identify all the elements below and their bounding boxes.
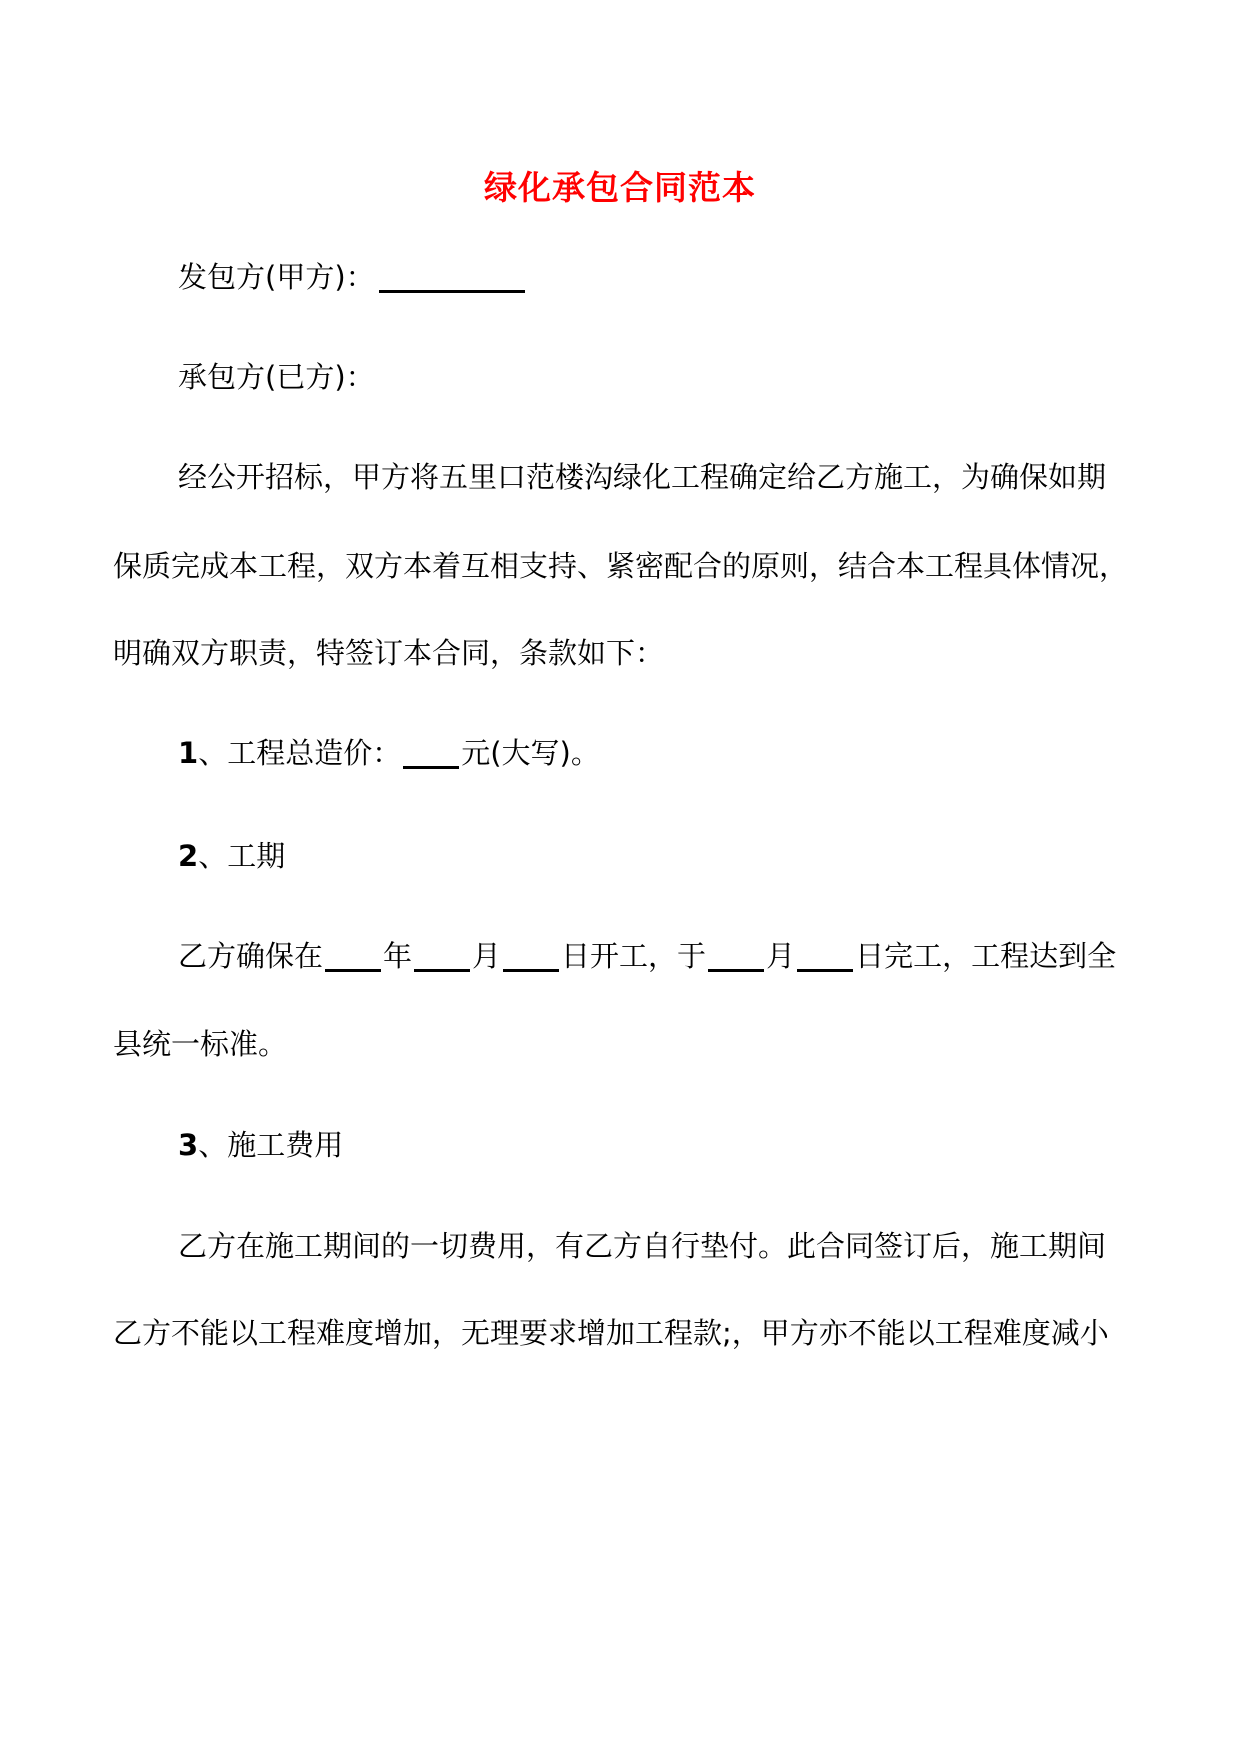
- price-blank: [403, 736, 459, 769]
- clause-2-text-line-2: 县统一标准。: [113, 1027, 288, 1061]
- start-day-blank: [503, 939, 559, 972]
- clause-1-unit: 元(大写)。: [461, 736, 600, 770]
- party-a-label: 发包方(甲方)：: [178, 260, 375, 294]
- clause-1-number: 1: [178, 736, 199, 770]
- start-year-blank: [325, 939, 381, 972]
- clause-2-heading-line: [178, 836, 285, 876]
- clause-3-text-line-2: 乙方不能以工程难度增加，无理要求增加工程款;，甲方亦不能以工程难度减小: [113, 1316, 1109, 1350]
- party-a-line: [178, 257, 525, 297]
- clause-2-text-line-1: [178, 936, 1116, 976]
- clause-2-text-start: 乙方确保在: [178, 939, 324, 973]
- clause-3-separator: 、: [198, 1128, 228, 1162]
- party-b-label: 承包方(已方)：: [178, 360, 375, 394]
- day-end-label: 日完工，工程达到全: [855, 939, 1117, 973]
- party-a-blank: [379, 260, 525, 293]
- intro-line-2: 保质完成本工程，双方本着互相支持、紧密配合的原则，结合本工程具体情况，: [113, 549, 1129, 583]
- intro-line-1: 经公开招标，甲方将五里口范楼沟绿化工程确定给乙方施工，为确保如期: [178, 460, 1107, 494]
- clause-3-number: 3: [178, 1128, 199, 1162]
- clause-1: [178, 733, 600, 773]
- month-label: 月: [472, 939, 502, 973]
- clause-3-text-line-1: 乙方在施工期间的一切费用，有乙方自行垫付。此合同签订后，施工期间: [178, 1229, 1107, 1263]
- start-month-blank: [414, 939, 470, 972]
- clause-3-heading-line: [178, 1125, 343, 1165]
- party-b-line: [178, 357, 375, 397]
- day-start-label: 日开工，于: [561, 939, 707, 973]
- document-title: 绿化承包合同范本: [484, 168, 756, 207]
- month-2-label: 月: [766, 939, 796, 973]
- intro-line-3: 明确双方职责，特签订本合同，条款如下：: [113, 636, 665, 670]
- clause-2-number: 2: [178, 839, 199, 873]
- end-day-blank: [797, 939, 853, 972]
- clause-3-heading: 施工费用: [227, 1128, 344, 1162]
- clause-2-separator: 、: [198, 839, 228, 873]
- clause-1-label: 工程总造价：: [227, 736, 402, 770]
- year-label: 年: [383, 939, 413, 973]
- end-month-blank: [708, 939, 764, 972]
- clause-1-separator: 、: [198, 736, 228, 770]
- clause-2-heading: 工期: [227, 839, 286, 873]
